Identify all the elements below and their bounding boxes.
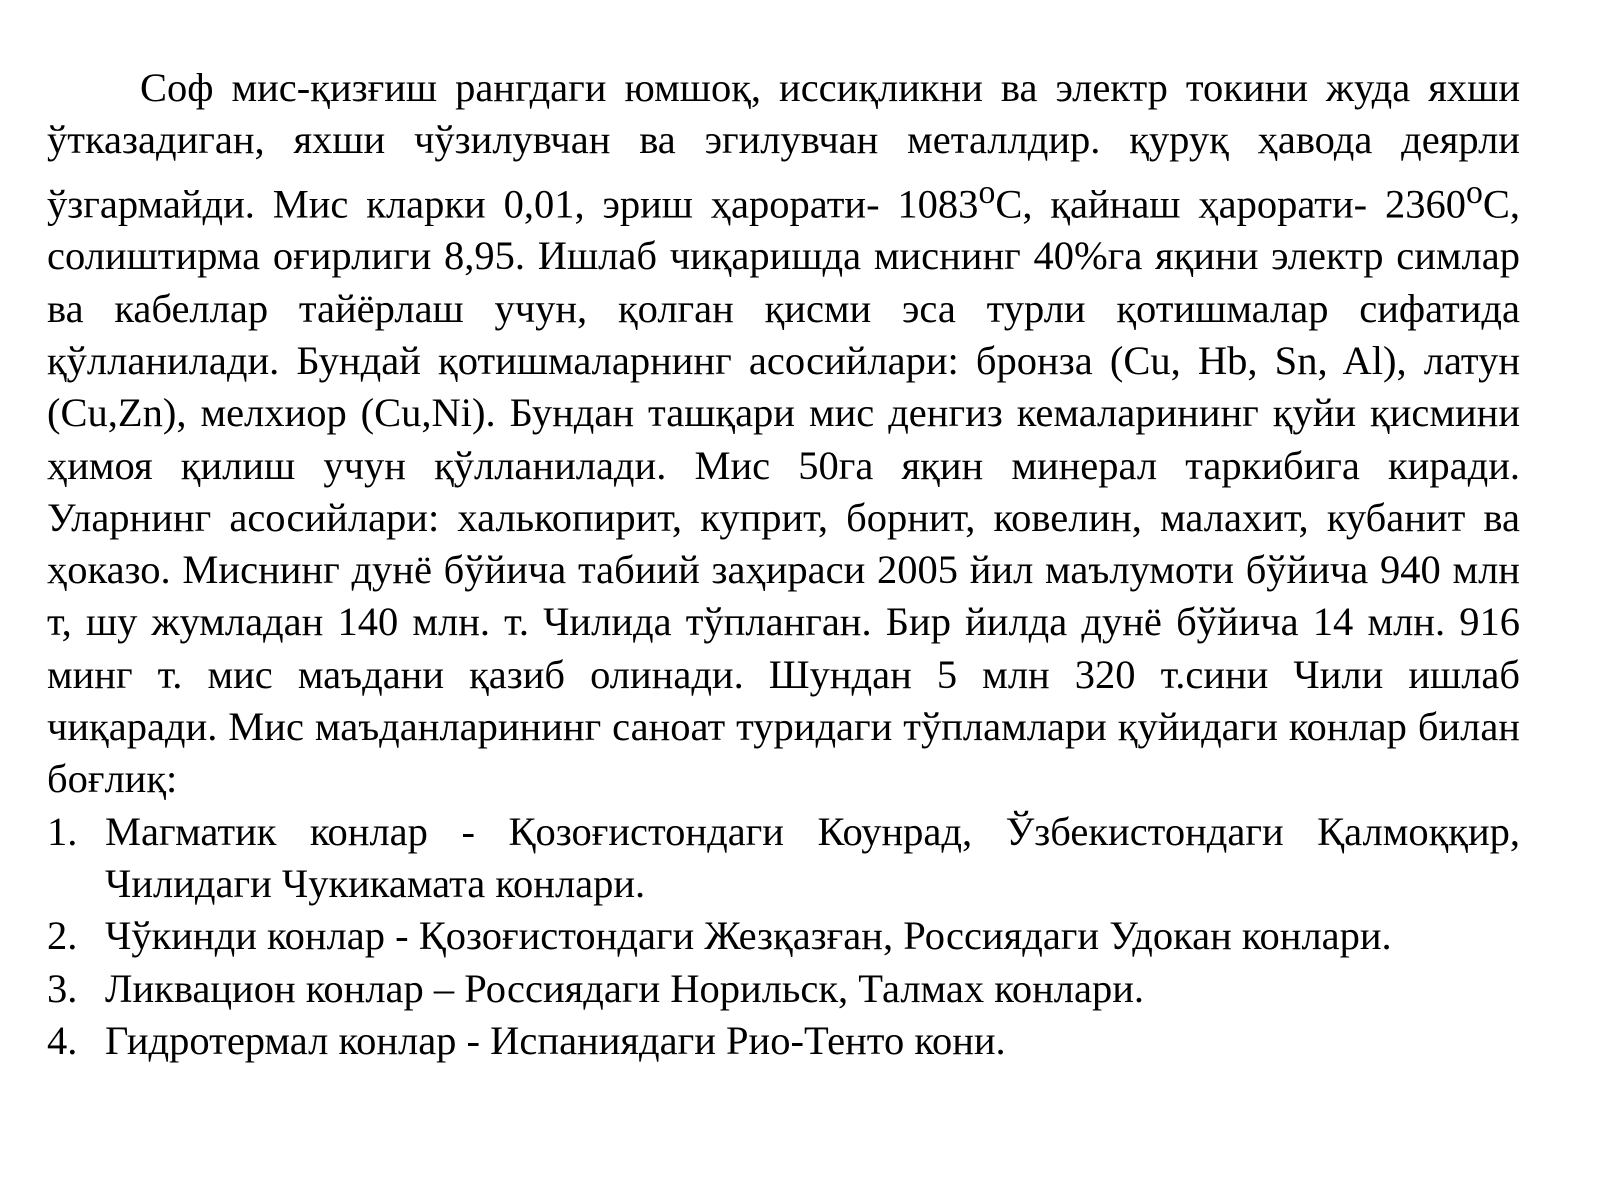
list-item-number: 3.: [47, 965, 78, 1011]
list-item-text: Гидротермал конлар - Испаниядаги Рио-Тенто кони.: [105, 1017, 1006, 1063]
list-item-text: Магматик конлар - Қозоғистондаги Коунрад, Ўзбекистондаги Қалмоққир, Чилидаги Чукикамата конлари.: [105, 808, 1520, 906]
list-item: [47, 910, 1520, 962]
paragraph-text-part-2: С, қайнаш ҳарорати- 2360: [995, 181, 1466, 227]
list-item: [47, 963, 1520, 1015]
degree-sign: о: [1465, 173, 1483, 211]
list-item-text: Чўкинди конлар - Қозоғистондаги Жезқазған, Россиядаги Удокан конлари.: [105, 913, 1392, 959]
list-item-number: 2.: [47, 913, 78, 959]
paragraph-text-part-3: С, солиштирма оғирлиги 8,95. Ишлаб чиқаришда миснинг 40%га яқини электр симлар ва кабеллар тайёрлаш учун, қолган қисми эса турли қотишмалар сифатида қўлланилади. Бундай қотишмаларнинг асосийлари: бронза (Cu, Hb, Sn, Al), латун (Cu,Zn), мелхиор (Cu,Ni). Бундан ташқари мис денгиз кемаларининг қуйи қисмини ҳимоя қилиш учун қўлланилади. Мис 50га яқин минерал таркибига киради. Уларнинг асосийлари: халькопирит, куприт, борнит, ковелин, малахит, кубанит ва ҳоказо. Миснинг дунё бўйича табиий заҳираси 2005 йил маълумоти бўйича 940 млн т, шу жумладан 140 млн. т. Чилида тўпланган. Бир йилда дунё бўйича 14 млн. 916 минг т. мис маъдани қазиб олинади. Шундан 5 млн 320 т.сини Чили ишлаб чиқаради. Мис маъданларининг саноат туридаги тўпламлари қуйидаги конлар билан боғлиқ:: [47, 181, 1520, 802]
list-item-text: Ликвацион конлар – Россиядаги Норильск, Талмах конлари.: [105, 965, 1145, 1011]
body-paragraph: [47, 62, 1520, 806]
list-item-number: 1.: [47, 808, 78, 854]
list-item: [47, 1015, 1520, 1067]
document-page: [47, 62, 1520, 1067]
paragraph-text-part-1: Соф мис-қизғиш рангдаги юмшоқ, иссиқликни ва электр токини жуда яхши ўтказадиган, яхши чўзилувчан ва эгилувчан металлдир. қуруқ ҳавода деярли ўзгармайди. Мис кларки 0,01, эриш ҳарорати- 1083: [47, 65, 1520, 227]
list-item-number: 4.: [47, 1017, 78, 1063]
degree-sign: о: [978, 173, 996, 211]
deposit-list: [47, 806, 1520, 1067]
list-item: [47, 806, 1520, 911]
